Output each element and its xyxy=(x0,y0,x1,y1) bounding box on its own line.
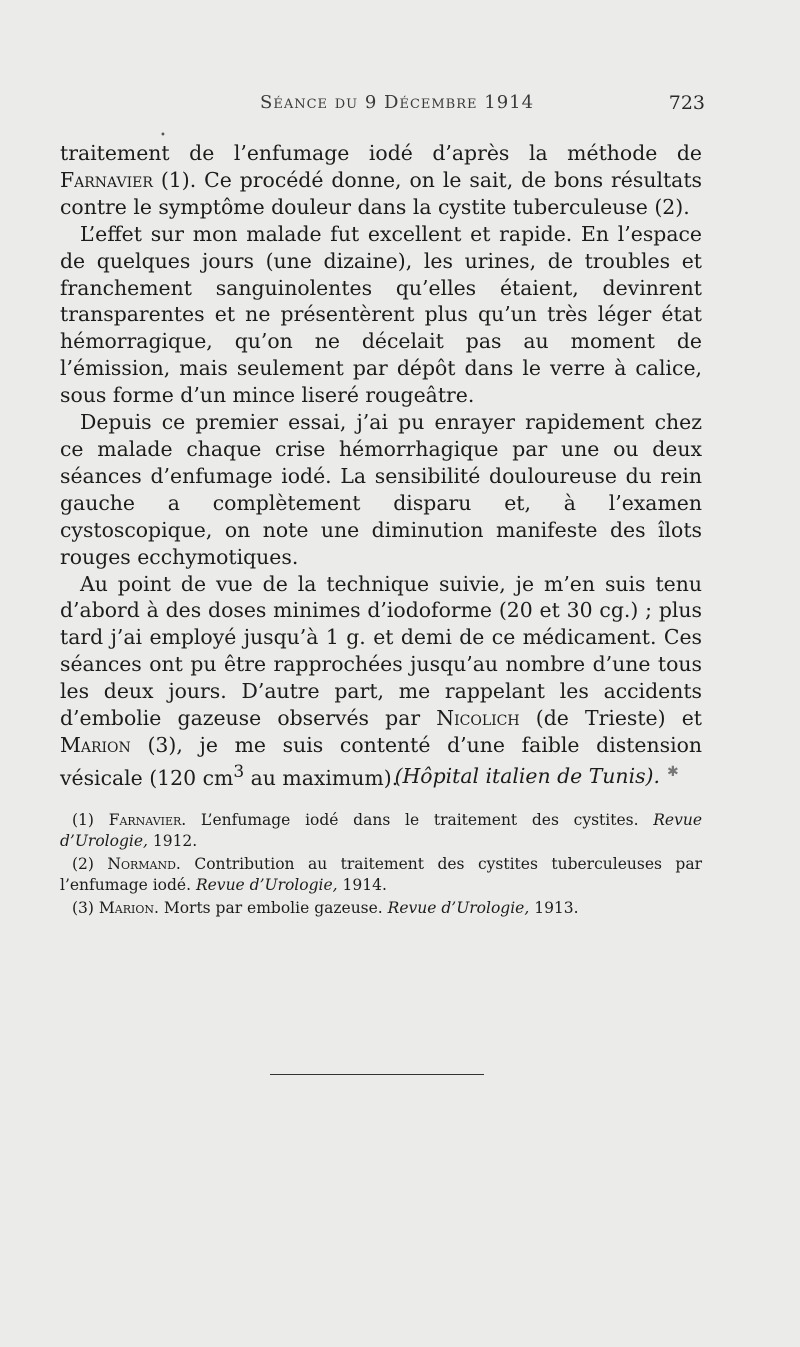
end-rule xyxy=(270,1074,484,1075)
signature-location: (Hôpital italien de Tunis). xyxy=(394,764,660,788)
footnote-1: (1) Farnavier. L’enfumage iodé dans le traitement des cystites. Revue d’Urologie, 1912. xyxy=(60,811,702,850)
speck-mark: • xyxy=(160,130,166,141)
footnotes xyxy=(60,810,702,919)
paragraph-4: Au point de vue de la technique suivie, je m’en suis tenu d’abord à des doses minimes d’iodoforme (20 et 30 cg.) ; plus tard j’ai employé jusqu’à 1 g. et demi de ce médicament. Ces séances ont pu être rapprochées jusqu’au nombre d’une tous les deux jours. D’autre part, me rappelant les accidents d’embolie gazeuse observés par Nicolich (de Trieste) et Marion (3), je me suis contenté d’une faible distension vésicale (120 $cm^3$ au maximum). xyxy=(60,571,702,790)
footnote-2: (2) Normand. Contribution au traitement des cystites tuberculeuses par l’enfumage iodé. Revue d’Urologie, 1914. xyxy=(60,855,702,894)
main-text xyxy=(60,140,702,792)
page-number: 723 xyxy=(668,92,705,114)
paragraph-3: Depuis ce premier essai, j’ai pu enrayer rapidement chez ce malade chaque crise hémorrhagique par une ou deux séances d’enfumage iodé. La sensibilité douloureuse du rein gauche a complètement disparu et, à l’examen cystoscopique, on note une diminution manifeste des îlots rouges ecchymotiques. xyxy=(60,410,702,569)
paragraph-1: traitement de l’enfumage iodé d’après la méthode de Farnavier (1). Ce procédé donne, on le sait, de bons résultats contre le symptôme douleur dans la cystite tuberculeuse (2). xyxy=(60,141,702,219)
author-farnavier: Farnavier xyxy=(60,167,153,192)
running-title: Séance du 9 Décembre 1914 xyxy=(260,92,535,113)
paragraph-2: L’effet sur mon malade fut excellent et rapide. En l’espace de quelques jours (une dizaine), les urines, de troubles et franchement sanguinolentes qu’elles étaient, devinrent transparentes et ne présentèrent plus qu’un très léger état hémorragique, qu’on ne décelait pas au moment de l’émission, mais seulement par dépôt dans le verre à calice, sous forme d’un mince liseré rougeâtre. xyxy=(60,221,702,408)
running-head xyxy=(60,92,705,122)
ink-blot: ✱ xyxy=(667,764,679,780)
footnote-3: (3) Marion. Morts par embolie gazeuse. Revue d’Urologie, 1913. xyxy=(72,899,579,917)
superscript-cubic: 3 xyxy=(233,761,245,782)
author-marion: Marion xyxy=(60,732,131,757)
author-nicolich: Nicolich xyxy=(436,706,520,731)
